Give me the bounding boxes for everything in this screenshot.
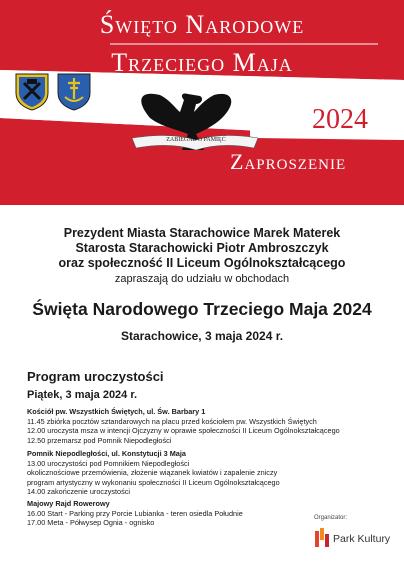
organizer-line-3: oraz społeczność II Liceum Ogólnokształcącego xyxy=(58,256,346,270)
section-title: Pomnik Niepodległości, ul. Konstytucji 3 Maja xyxy=(27,449,186,458)
ribbon-text: ZABIEGAŁ O PAMIĘĆ xyxy=(166,137,226,143)
program-section xyxy=(27,449,357,497)
park-kultury-logo-icon xyxy=(314,528,330,548)
section-item: 11.45 zbiórka pocztów sztandarowych na placu przed kościołem pw. Wszystkich Świętych xyxy=(27,416,317,426)
section-title: Majowy Rajd Rowerowy xyxy=(27,499,110,508)
organizer-label: Organizator: xyxy=(314,515,348,521)
invite-line: zapraszają do udziału w obchodach xyxy=(114,273,290,285)
section-item: 12.00 uroczysta msza w intencji Ojczyzny w oprawie społeczności II Liceum Ogólnokształcącego xyxy=(27,426,340,435)
section-item: 16.00 Start - Parking przy Porcie Lubianka - teren osiedla Południe xyxy=(27,508,243,518)
event-title: Święta Narodowego Trzeciego Maja 2024 xyxy=(32,299,372,319)
event-place-date: Starachowice, 3 maja 2024 r. xyxy=(120,329,284,343)
starachowice-coat-of-arms-icon xyxy=(15,73,49,111)
title-line-1: Święto Narodowe xyxy=(99,10,305,39)
section-item: program artystyczny w wykonaniu społeczności II Liceum Ogólnokształcącego xyxy=(27,477,280,487)
county-coat-of-arms-icon xyxy=(57,73,91,111)
section-item: 14.00 zakończenie uroczystości xyxy=(27,487,131,496)
invitation-label: Zaproszenie xyxy=(230,149,347,174)
title-line-2: Trzeciego Maja xyxy=(111,48,293,77)
program-heading: Program uroczystości xyxy=(27,369,164,384)
organizer-line-2: Starosta Starachowicki Piotr Ambroszczyk xyxy=(75,241,329,255)
section-item: 12.50 przemarsz pod Pomnik Niepodległości xyxy=(27,435,172,445)
section-title: Kościół pw. Wszystkich Świętych, ul. Św. Barbary 1 xyxy=(27,407,206,416)
section-item: 13.00 uroczystości pod Pomnikiem Niepodległości xyxy=(27,458,190,468)
program-section xyxy=(27,499,357,528)
year-label: 2024 xyxy=(312,104,368,135)
section-item: okolicznościowe przemówienia, złożenie wiązanek kwiatów i zapalenie zniczy xyxy=(27,468,278,477)
program-day: Piątek, 3 maja 2024 r. xyxy=(27,389,138,401)
program-section xyxy=(27,407,357,445)
section-item: 17.00 Meta - Półwysep Ognia - ognisko xyxy=(27,518,155,527)
organizer-name: Park Kultury xyxy=(333,533,391,545)
organizer-line-1: Prezydent Miasta Starachowice Marek Materek xyxy=(63,226,341,240)
